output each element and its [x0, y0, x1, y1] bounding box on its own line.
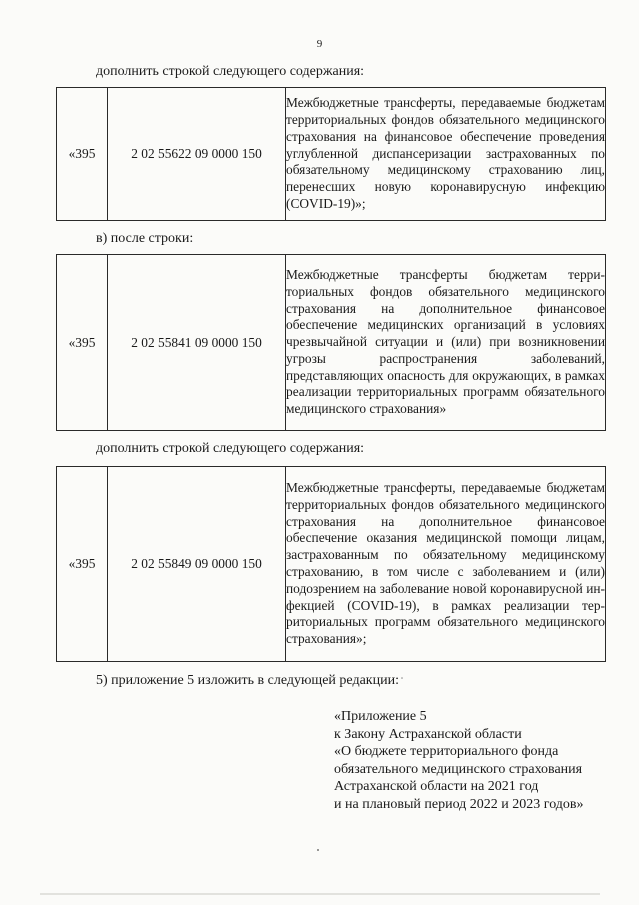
kbk-code-cell: 2 02 55622 09 0000 150	[108, 88, 286, 221]
appendix-line: к Закону Астраханской области	[334, 726, 522, 742]
description-cell: Межбюджетные трансферты бюджетам территориальных фондов обязательного медицинского страхования на дополнительное финансовое обеспечение медицинских организаций в условиях чрезвычайной ситуации и (или) при возникновении угрозы распространения заболеваний, представляющих опасность для окружающих, в рамках реализации территориальных программ обязательного медицинского страхования»	[286, 255, 606, 431]
appendix-line: и на плановый период 2022 и 2023 годов»	[334, 796, 584, 812]
appendix-line: «О бюджете территориального фонда	[334, 744, 559, 759]
admin-code-cell: «395	[57, 467, 108, 662]
appendix-line: Астраханской области на 2021 год	[334, 779, 539, 794]
instruction-after-row: в) после строки:	[96, 231, 194, 246]
kbk-code-cell: 2 02 55841 09 0000 150	[108, 255, 286, 431]
page-number: 9	[316, 38, 323, 50]
admin-code-cell: «395	[57, 88, 108, 221]
scan-speck	[401, 677, 403, 679]
appendix-line: обязательного медицинского страхования	[334, 761, 583, 777]
admin-code-cell: «395	[57, 255, 108, 431]
instruction-add-row-2: дополнить строкой следующего содержания:	[96, 441, 365, 456]
instruction-item-5: 5) приложение 5 изложить в следующей редакции:	[96, 673, 399, 688]
kbk-code-cell: 2 02 55849 09 0000 150	[108, 467, 286, 662]
description-cell: Межбюджетные трансферты, передаваемые бюджетам территориальных фондов обязательного медицинского страхования на дополнительное финансовое обеспечение оказания медицинской помощи лицам, застрахованным по обязательному медицинскому страхованию, в том числе с заболеванием и (или) подозрением на заболевание новой коронавирусной инфекцией (COVID-19), в рамках реализации территориальных программ обязательного медицинского страхования»;	[286, 467, 606, 662]
appendix-line: «Приложение 5	[334, 709, 427, 724]
scan-speck	[317, 849, 319, 851]
description-cell: Межбюджетные трансферты, передаваемые бюджетам территориальных фондов обязательного медицинского страхования на финансовое обеспечение проведения углубленной диспансеризации застрахованных по обязательному медицинскому страхованию лиц, перенесших новую коронавирусную инфекцию (COVID-19)»;	[286, 88, 606, 221]
instruction-add-row-1: дополнить строкой следующего содержания:	[96, 64, 365, 79]
